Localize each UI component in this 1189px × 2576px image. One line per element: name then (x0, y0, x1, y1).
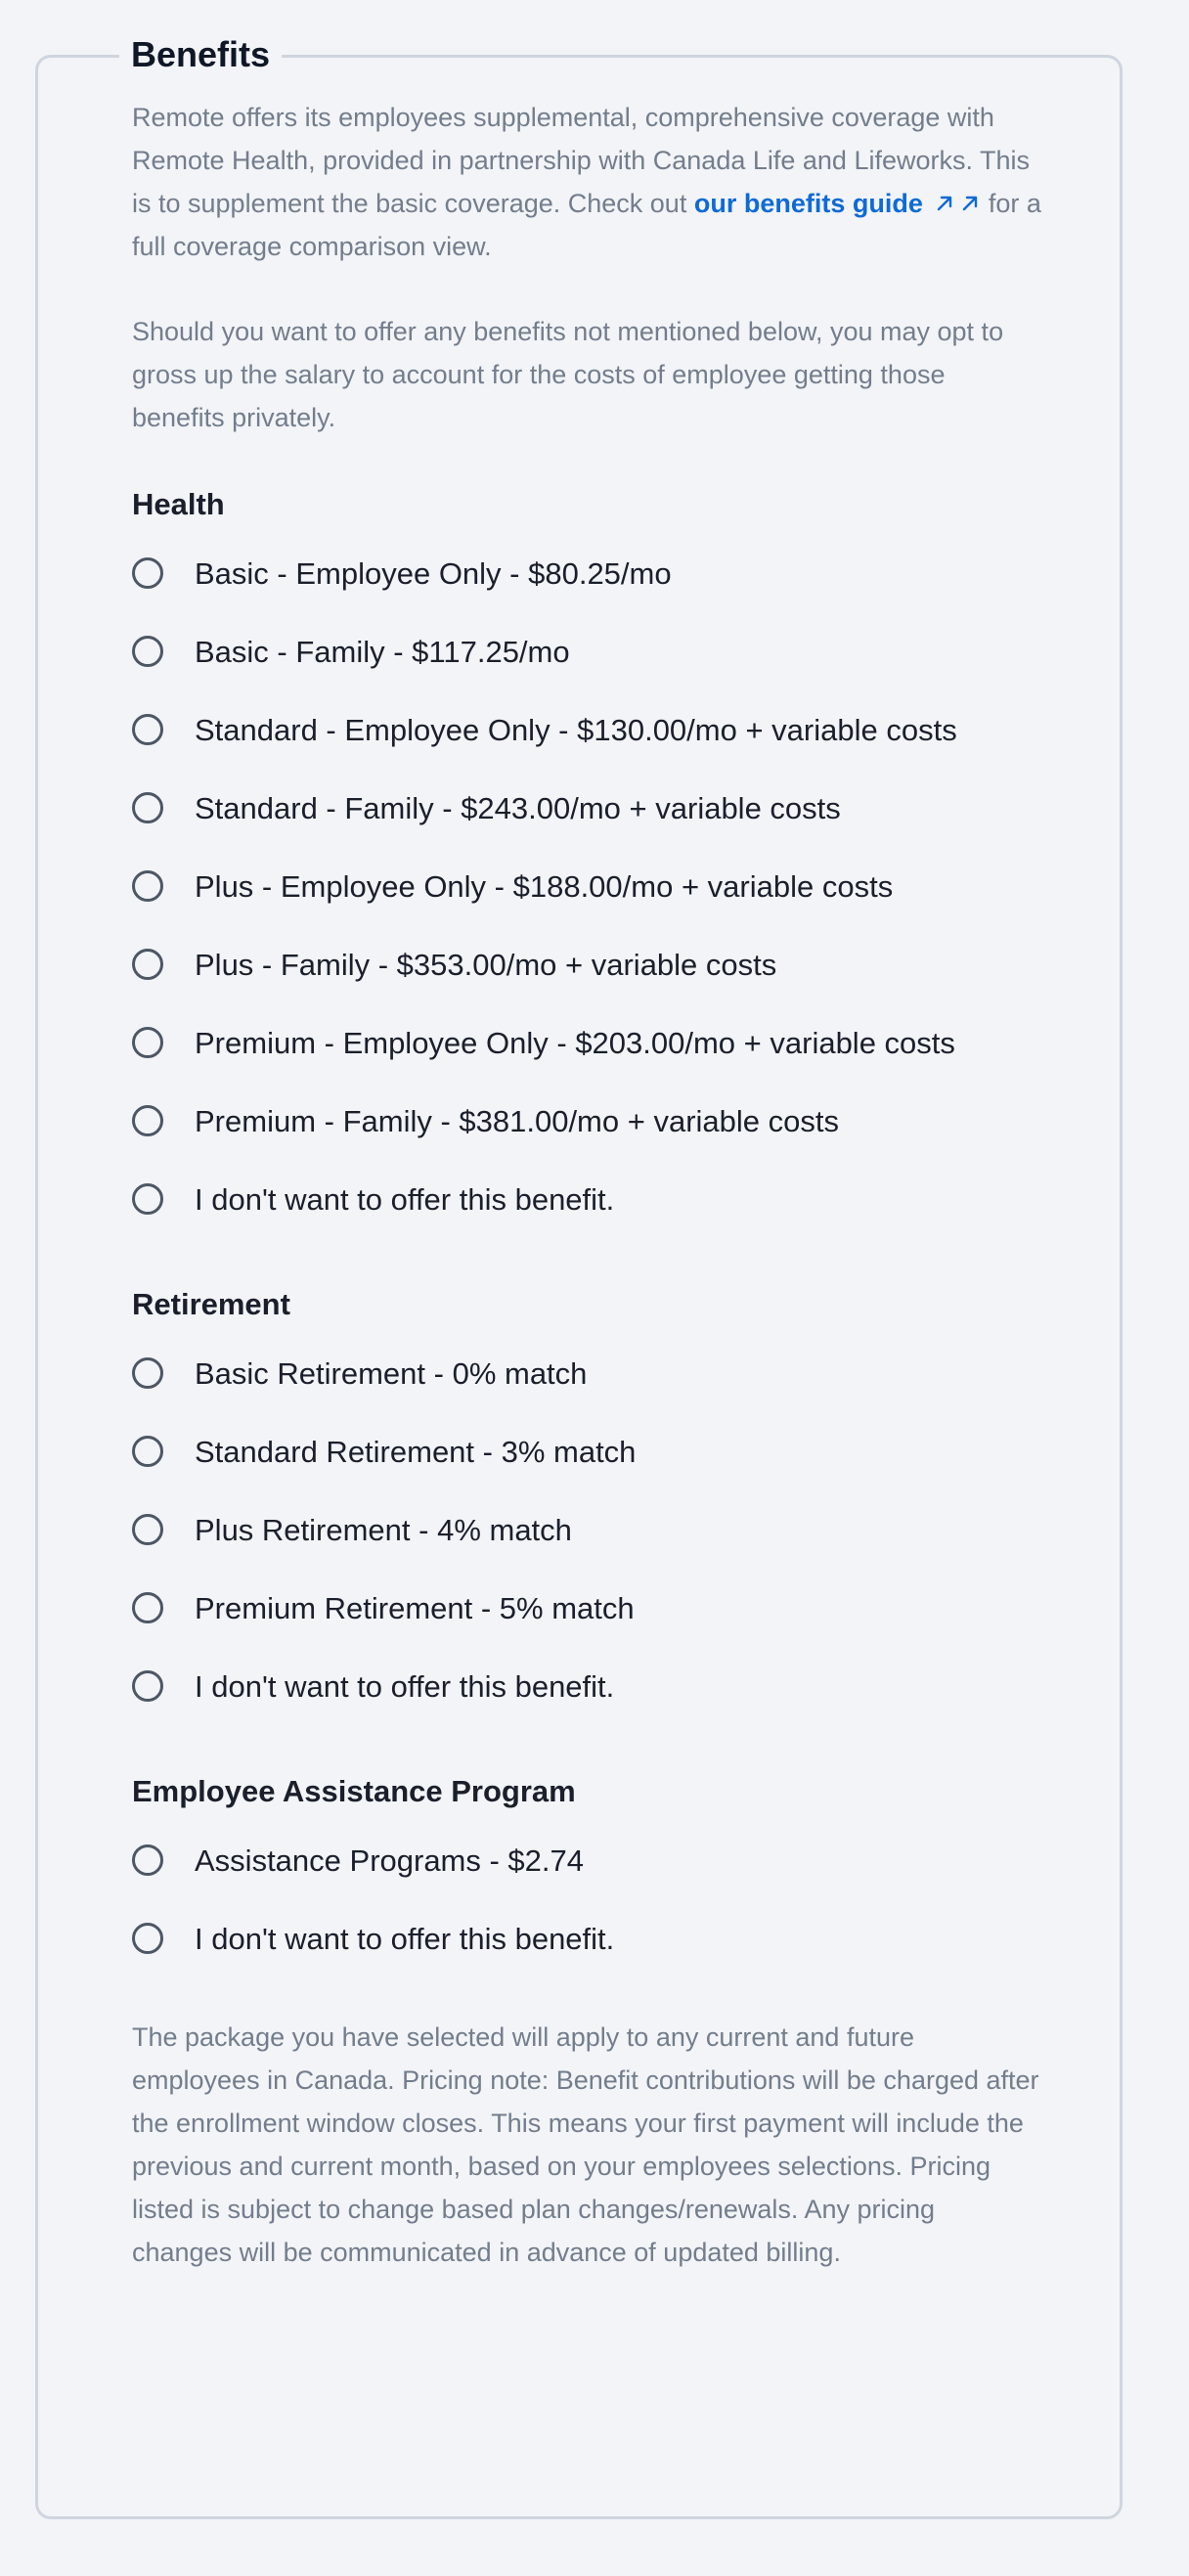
retirement-option-label: Premium Retirement - 5% match (195, 1591, 635, 1625)
retirement-option[interactable] (132, 1664, 1041, 1710)
health-option-label: Basic - Family - $117.25/mo (195, 635, 570, 669)
health-option-label: I don't want to offer this benefit. (195, 1182, 615, 1217)
health-option-label: Plus - Family - $353.00/mo + variable costs (195, 948, 777, 982)
health-option[interactable] (132, 707, 1041, 754)
radio-button[interactable] (132, 636, 163, 667)
radio-button[interactable] (132, 557, 163, 589)
retirement-options (132, 1351, 1041, 1710)
retirement-option-label: Plus Retirement - 4% match (195, 1513, 572, 1547)
retirement-option-label: I don't want to offer this benefit. (195, 1669, 615, 1704)
radio-button[interactable] (132, 1844, 163, 1876)
external-link-icon (959, 193, 981, 214)
radio-button[interactable] (132, 1027, 163, 1058)
retirement-option[interactable] (132, 1585, 1041, 1632)
benefits-guide-link-label: our benefits guide (693, 189, 923, 218)
retirement-option[interactable] (132, 1429, 1041, 1476)
health-option-label: Premium - Family - $381.00/mo + variable costs (195, 1104, 839, 1138)
radio-button[interactable] (132, 1592, 163, 1623)
health-option-label: Plus - Employee Only - $188.00/mo + variable costs (195, 869, 894, 904)
retirement-section-title: Retirement (132, 1287, 290, 1321)
eap-option[interactable] (132, 1916, 1041, 1963)
health-option[interactable] (132, 629, 1041, 676)
eap-section (132, 1769, 1041, 1963)
radio-button[interactable] (132, 870, 163, 902)
eap-options (132, 1838, 1041, 1963)
retirement-option-label: Basic Retirement - 0% match (195, 1356, 588, 1391)
eap-option-label: I don't want to offer this benefit. (195, 1922, 615, 1956)
radio-button[interactable] (132, 1183, 163, 1215)
radio-button[interactable] (132, 1670, 163, 1702)
eap-option[interactable] (132, 1838, 1041, 1885)
benefits-title: Benefits (119, 29, 282, 80)
radio-button[interactable] (132, 792, 163, 823)
radio-button[interactable] (132, 949, 163, 980)
eap-option-label: Assistance Programs - $2.74 (195, 1843, 585, 1878)
radio-button[interactable] (132, 714, 163, 745)
health-option[interactable] (132, 551, 1041, 598)
radio-button[interactable] (132, 1514, 163, 1545)
benefits-guide-link[interactable] (694, 189, 982, 218)
radio-button[interactable] (132, 1357, 163, 1389)
health-option[interactable] (132, 1098, 1041, 1145)
health-option[interactable] (132, 1177, 1041, 1223)
gross-up-note: Should you want to offer any benefits not mentioned below, you may opt to gross up the salary to account for the costs of employee getting those benefits privately. (132, 317, 1004, 432)
external-link-icon (934, 193, 955, 214)
health-option-label: Premium - Employee Only - $203.00/mo + variable costs (195, 1026, 955, 1060)
health-option-label: Standard - Employee Only - $130.00/mo + variable costs (195, 713, 957, 747)
health-option[interactable] (132, 785, 1041, 832)
health-option[interactable] (132, 864, 1041, 910)
retirement-option-label: Standard Retirement - 3% match (195, 1435, 637, 1469)
health-section-title: Health (132, 487, 225, 521)
radio-button[interactable] (132, 1923, 163, 1954)
intro-text-before: Remote offers its employees supplemental, comprehensive coverage with Remote Health, provided in partnership with Canada Life and Lifeworks. This is to supplement the basic coverage. Check out (132, 103, 1030, 218)
retirement-option[interactable] (132, 1351, 1041, 1398)
radio-button[interactable] (132, 1105, 163, 1136)
retirement-option[interactable] (132, 1507, 1041, 1554)
health-section (132, 482, 1041, 1223)
benefits-intro (132, 96, 1041, 268)
eap-section-title: Employee Assistance Program (132, 1774, 576, 1808)
health-option[interactable] (132, 1020, 1041, 1067)
health-option-label: Standard - Family - $243.00/mo + variable costs (195, 791, 841, 825)
health-options (132, 551, 1041, 1223)
benefits-content (132, 96, 1041, 2300)
health-option[interactable] (132, 942, 1041, 989)
intro-text-after: for a full coverage comparison view. (132, 189, 1041, 261)
retirement-section (132, 1282, 1041, 1710)
health-option-label: Basic - Employee Only - $80.25/mo (195, 556, 672, 591)
pricing-footer-note: The package you have selected will apply to any current and future employees in Canada. Pricing note: Benefit contributions will be charged after the enrollment window closes. This means your first payment will include the previous and current month, based on your employees selections. Pricing listed is subject to change based plan changes/renewals. Any pricing changes will be communicated in advance of updated billing. (132, 2022, 1039, 2267)
radio-button[interactable] (132, 1436, 163, 1467)
